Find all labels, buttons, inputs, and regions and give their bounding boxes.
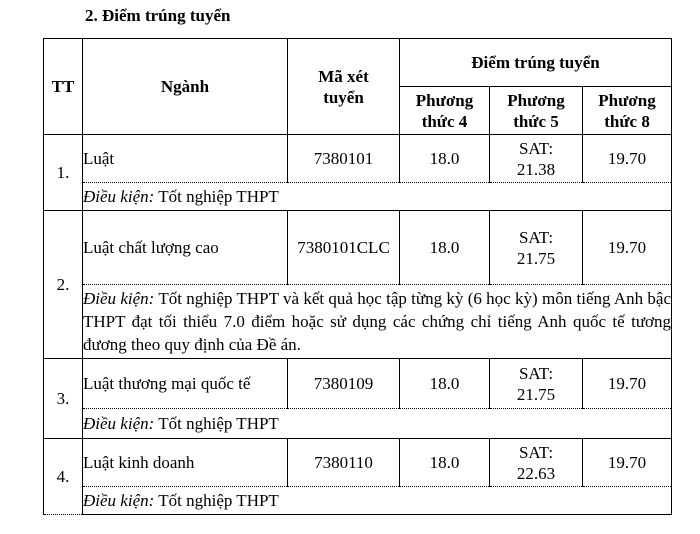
pt8-cell: 19.70: [583, 359, 672, 409]
condition-label: Điều kiện:: [83, 187, 155, 206]
condition-cell: [83, 285, 672, 359]
condition-row: [44, 487, 672, 515]
pt8-cell: 19.70: [583, 439, 672, 487]
table-row: [44, 439, 672, 487]
condition-cell: [83, 487, 672, 515]
row-number: 2.: [44, 211, 83, 359]
nganh-cell: Luật chất lượng cao: [83, 211, 288, 285]
pt5-cell: SAT: 21.75: [490, 211, 583, 285]
table-row: [44, 135, 672, 183]
admission-score-table: [43, 38, 672, 515]
pt5-cell: SAT: 21.38: [490, 135, 583, 183]
nganh-cell: Luật: [83, 135, 288, 183]
header-phuong-thuc-4: Phương thức 4: [400, 87, 490, 135]
pt5-cell: SAT: 22.63: [490, 439, 583, 487]
condition-label: Điều kiện:: [83, 491, 155, 510]
condition-row: [44, 285, 672, 359]
pt8-cell: 19.70: [583, 211, 672, 285]
nganh-cell: Luật kinh doanh: [83, 439, 288, 487]
condition-text: Tốt nghiệp THPT: [158, 187, 279, 206]
pt5-cell: SAT: 21.75: [490, 359, 583, 409]
header-tt: TT: [44, 39, 83, 135]
condition-text: Tốt nghiệp THPT: [158, 414, 279, 433]
condition-text: Tốt nghiệp THPT và kết quả học tập từng kỳ (6 học kỳ) môn tiếng Anh bậc THPT đạt tối thiểu 7.0 điểm hoặc sử dụng các chứng chỉ tiếng Anh quốc tế tương đương theo quy định của Đề án.: [83, 289, 672, 354]
section-heading: 2. Điểm trúng tuyển: [85, 6, 231, 25]
row-number: 3.: [44, 359, 83, 439]
table-row: [44, 359, 672, 409]
ma-xet-tuyen-cell: 7380110: [288, 439, 400, 487]
row-number: 4.: [44, 439, 83, 515]
pt8-cell: 19.70: [583, 135, 672, 183]
header-ma-xet-tuyen: Mã xét tuyển: [288, 39, 400, 135]
table-row: [44, 211, 672, 285]
condition-cell: [83, 183, 672, 211]
header-diem-trung-tuyen: Điểm trúng tuyển: [400, 39, 672, 87]
nganh-cell: Luật thương mại quốc tế: [83, 359, 288, 409]
pt4-cell: 18.0: [400, 359, 490, 409]
condition-row: [44, 183, 672, 211]
condition-text: Tốt nghiệp THPT: [158, 491, 279, 510]
row-number: 1.: [44, 135, 83, 211]
ma-xet-tuyen-cell: 7380109: [288, 359, 400, 409]
condition-label: Điều kiện:: [83, 414, 155, 433]
pt4-cell: 18.0: [400, 439, 490, 487]
condition-cell: [83, 409, 672, 439]
ma-xet-tuyen-cell: 7380101: [288, 135, 400, 183]
pt4-cell: 18.0: [400, 211, 490, 285]
header-phuong-thuc-8: Phương thức 8: [583, 87, 672, 135]
header-nganh: Ngành: [83, 39, 288, 135]
condition-row: [44, 409, 672, 439]
pt4-cell: 18.0: [400, 135, 490, 183]
header-phuong-thuc-5: Phương thức 5: [490, 87, 583, 135]
ma-xet-tuyen-cell: 7380101CLC: [288, 211, 400, 285]
condition-label: Điều kiện:: [83, 289, 155, 308]
